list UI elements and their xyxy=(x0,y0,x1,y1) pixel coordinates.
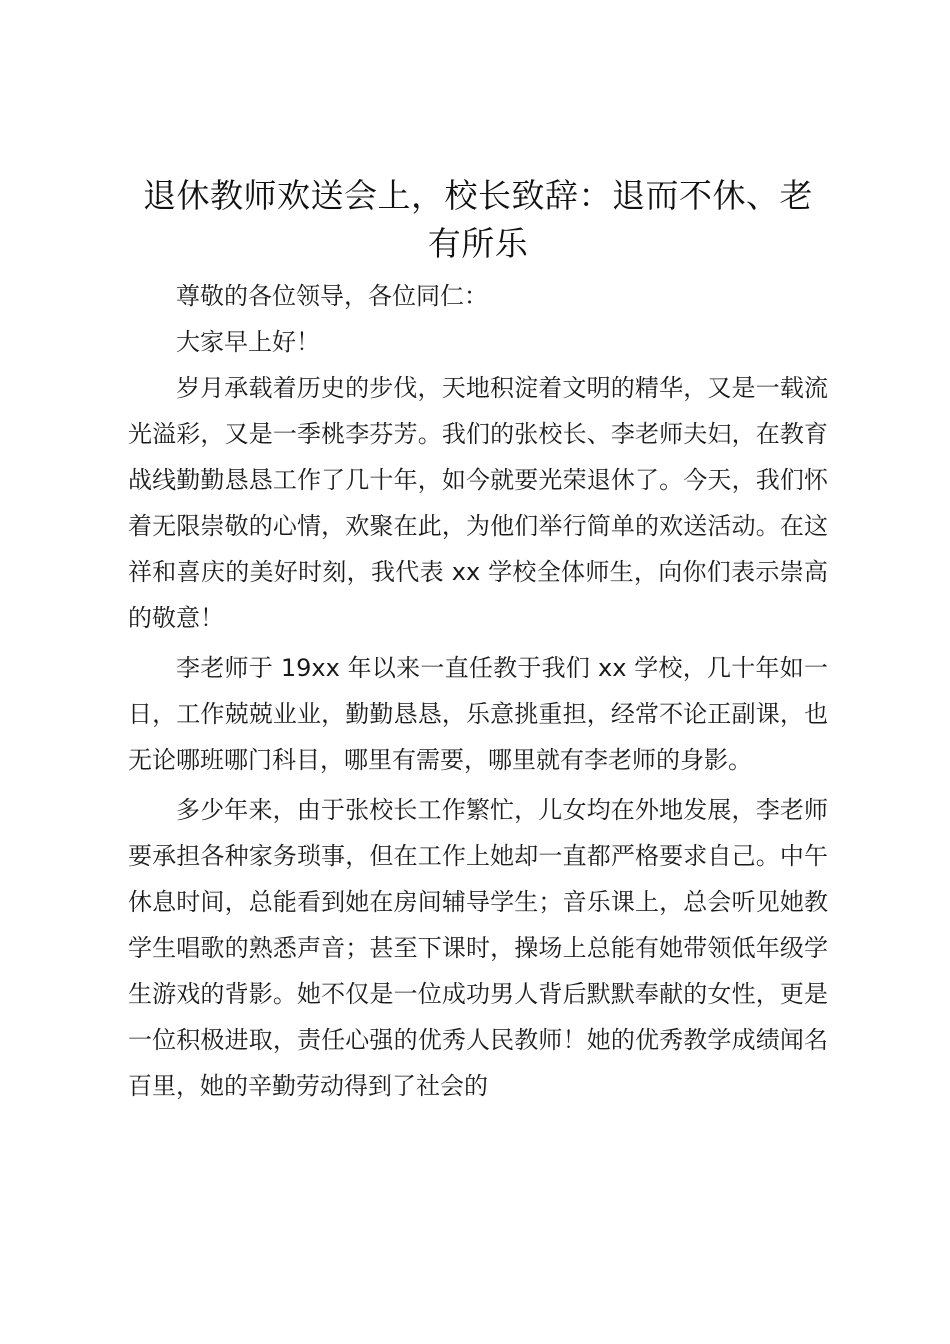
paragraph-opening: 岁月承载着历史的步伐，天地积淀着文明的精华，又是一载流光溢彩，又是一季桃李芬芳。我们的张校长、李老师夫妇，在教育战线勤勤恳恳工作了几十年，如今就要光荣退休了。今天，我们怀着无限崇敬的心情，欢聚在此，为他们举行简单的欢送活动。在这祥和喜庆的美好时刻，我代表 xx 学校全体师生，向你们表示崇高的敬意！ xyxy=(128,374,828,632)
paragraph-teacher-li: 李老师于 19xx 年以来一直任教于我们 xx 学校，几十年如一日，工作兢兢业业，勤勤恳恳，乐意挑重担，经常不论正副课，也无论哪班哪门科目，哪里有需要，哪里就有李老师的身影。 xyxy=(128,654,828,774)
document-body xyxy=(128,172,828,1109)
paragraph-dedication: 多少年来，由于张校长工作繁忙，儿女均在外地发展，李老师要承担各种家务琐事，但在工作上她却一直都严格要求自己。中午休息时间，总能看到她在房间辅导学生；音乐课上，总会听见她教学生唱歌的熟悉声音；甚至下课时，操场上总能有她带领低年级学生游戏的背影。她不仅是一位成功男人背后默默奉献的女性，更是一位积极进取，责任心强的优秀人民教师！她的优秀教学成绩闻名百里，她的辛勤劳动得到了社会的 xyxy=(128,796,828,1100)
paragraph-salutation: 尊敬的各位领导，各位同仁： xyxy=(176,282,488,310)
document-title: 退休教师欢送会上，校长致辞：退而不休、老有所乐 xyxy=(143,176,813,263)
paragraph-greeting: 大家早上好！ xyxy=(176,328,320,356)
